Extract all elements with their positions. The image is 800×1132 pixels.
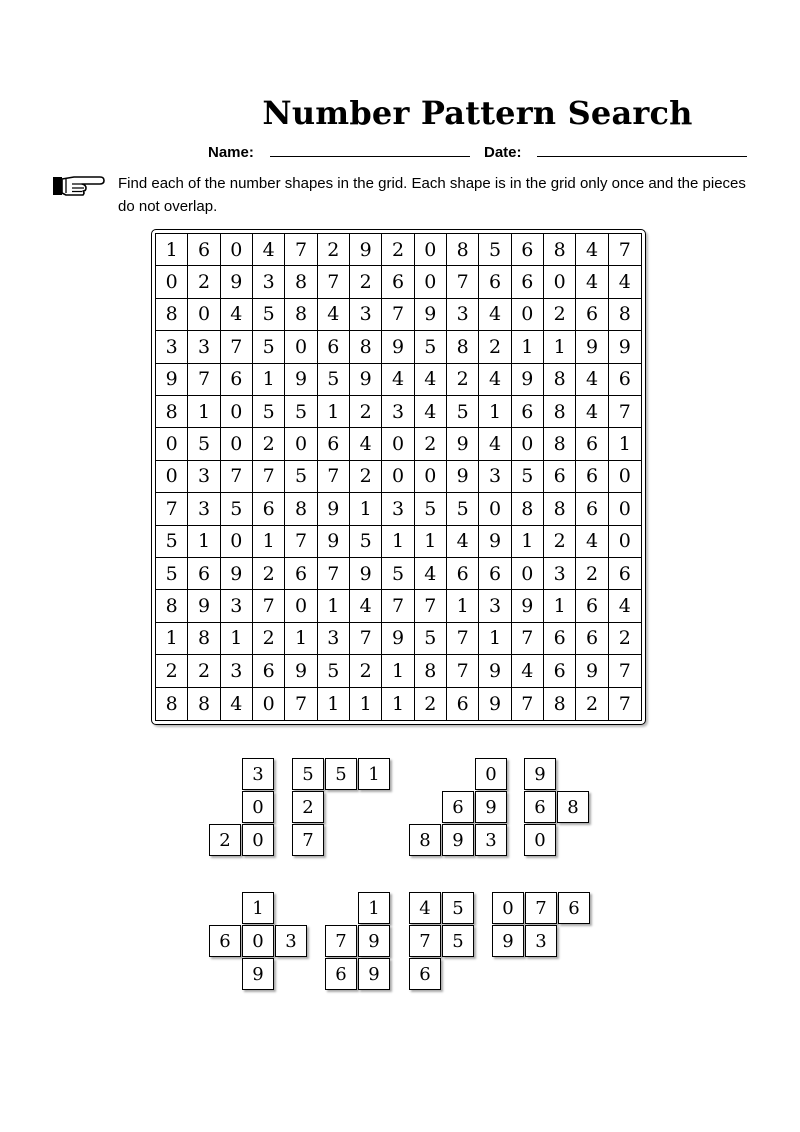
shape-6-cell: 9 bbox=[358, 958, 390, 990]
shape-1-cell: 3 bbox=[242, 758, 274, 790]
grid-cell[interactable]: 4 bbox=[350, 428, 382, 460]
grid-cell[interactable]: 6 bbox=[253, 655, 285, 687]
shape-4-cell: 8 bbox=[557, 791, 589, 823]
grid-cell[interactable]: 7 bbox=[156, 493, 188, 525]
grid-cell[interactable]: 8 bbox=[544, 493, 576, 525]
grid-cell[interactable]: 1 bbox=[188, 526, 220, 558]
grid-cell[interactable]: 1 bbox=[382, 526, 414, 558]
grid-cell[interactable]: 0 bbox=[382, 428, 414, 460]
grid-cell[interactable]: 7 bbox=[609, 234, 641, 266]
grid-cell[interactable]: 8 bbox=[188, 623, 220, 655]
grid-cell[interactable]: 7 bbox=[609, 396, 641, 428]
grid-cell[interactable]: 5 bbox=[285, 396, 317, 428]
grid-cell[interactable]: 7 bbox=[285, 526, 317, 558]
grid-cell[interactable]: 3 bbox=[318, 623, 350, 655]
grid-cell[interactable]: 9 bbox=[447, 428, 479, 460]
grid-cell[interactable]: 2 bbox=[447, 364, 479, 396]
grid-cell[interactable]: 0 bbox=[512, 558, 544, 590]
grid-cell[interactable]: 1 bbox=[415, 526, 447, 558]
grid-cell[interactable]: 3 bbox=[188, 461, 220, 493]
grid-cell[interactable]: 5 bbox=[253, 331, 285, 363]
shape-1-cell: 0 bbox=[242, 791, 274, 823]
shape-8-cell: 6 bbox=[558, 892, 590, 924]
grid-cell[interactable]: 9 bbox=[318, 526, 350, 558]
grid-cell[interactable]: 0 bbox=[285, 590, 317, 622]
grid-cell[interactable]: 9 bbox=[350, 364, 382, 396]
grid-cell[interactable]: 2 bbox=[156, 655, 188, 687]
grid-cell[interactable]: 9 bbox=[512, 364, 544, 396]
grid-cell[interactable]: 9 bbox=[576, 331, 608, 363]
grid-cell[interactable]: 2 bbox=[350, 655, 382, 687]
grid-cell[interactable]: 6 bbox=[512, 266, 544, 298]
grid-cell[interactable]: 3 bbox=[382, 493, 414, 525]
grid-cell[interactable]: 7 bbox=[609, 655, 641, 687]
grid-cell[interactable]: 0 bbox=[188, 299, 220, 331]
grid-cell[interactable]: 7 bbox=[447, 623, 479, 655]
shape-6-cell: 9 bbox=[358, 925, 390, 957]
grid-cell[interactable]: 2 bbox=[350, 461, 382, 493]
grid-cell[interactable]: 9 bbox=[221, 558, 253, 590]
grid-cell[interactable]: 8 bbox=[415, 655, 447, 687]
grid-cell[interactable]: 0 bbox=[512, 428, 544, 460]
shape-1-cell: 0 bbox=[242, 824, 274, 856]
grid-cell[interactable]: 7 bbox=[285, 688, 317, 720]
shape-3-cell: 6 bbox=[442, 791, 474, 823]
grid-cell[interactable]: 0 bbox=[382, 461, 414, 493]
grid-cell[interactable]: 1 bbox=[609, 428, 641, 460]
grid-cell[interactable]: 5 bbox=[479, 234, 511, 266]
shape-7-cell: 5 bbox=[442, 892, 474, 924]
grid-cell[interactable]: 9 bbox=[479, 526, 511, 558]
grid-cell[interactable]: 2 bbox=[350, 396, 382, 428]
number-grid-frame bbox=[151, 229, 646, 725]
grid-cell[interactable]: 3 bbox=[447, 299, 479, 331]
shape-8-cell: 0 bbox=[492, 892, 524, 924]
grid-cell[interactable]: 4 bbox=[415, 396, 447, 428]
grid-cell[interactable]: 4 bbox=[253, 234, 285, 266]
shape-4-cell: 9 bbox=[524, 758, 556, 790]
grid-cell[interactable]: 5 bbox=[253, 396, 285, 428]
grid-cell[interactable]: 7 bbox=[253, 461, 285, 493]
grid-cell[interactable]: 6 bbox=[544, 655, 576, 687]
grid-cell[interactable]: 6 bbox=[188, 234, 220, 266]
grid-cell[interactable]: 4 bbox=[576, 266, 608, 298]
shape-8-cell: 9 bbox=[492, 925, 524, 957]
grid-cell[interactable]: 2 bbox=[318, 234, 350, 266]
grid-cell[interactable]: 5 bbox=[512, 461, 544, 493]
grid-cell[interactable]: 1 bbox=[318, 688, 350, 720]
grid-cell[interactable]: 4 bbox=[447, 526, 479, 558]
grid-cell[interactable]: 1 bbox=[479, 623, 511, 655]
grid-cell[interactable]: 7 bbox=[415, 590, 447, 622]
grid-cell[interactable]: 6 bbox=[447, 688, 479, 720]
grid-cell[interactable]: 0 bbox=[609, 461, 641, 493]
grid-cell[interactable]: 6 bbox=[544, 623, 576, 655]
grid-cell[interactable]: 8 bbox=[188, 688, 220, 720]
shape-5-cell: 3 bbox=[275, 925, 307, 957]
grid-cell[interactable]: 6 bbox=[576, 428, 608, 460]
shape-2-cell: 1 bbox=[358, 758, 390, 790]
grid-cell[interactable]: 3 bbox=[350, 299, 382, 331]
grid-cell[interactable]: 0 bbox=[285, 331, 317, 363]
grid-cell[interactable]: 5 bbox=[156, 526, 188, 558]
grid-cell[interactable]: 2 bbox=[415, 428, 447, 460]
grid-cell[interactable]: 8 bbox=[156, 299, 188, 331]
grid-cell[interactable]: 1 bbox=[285, 623, 317, 655]
shape-7-cell: 6 bbox=[409, 958, 441, 990]
grid-cell[interactable]: 9 bbox=[479, 655, 511, 687]
shape-5-cell: 0 bbox=[242, 925, 274, 957]
grid-cell[interactable]: 6 bbox=[479, 558, 511, 590]
grid-cell[interactable]: 9 bbox=[350, 234, 382, 266]
shape-6-cell: 6 bbox=[325, 958, 357, 990]
shape-5-cell: 6 bbox=[209, 925, 241, 957]
grid-cell[interactable]: 9 bbox=[382, 623, 414, 655]
grid-cell[interactable]: 9 bbox=[156, 364, 188, 396]
grid-cell[interactable]: 8 bbox=[544, 688, 576, 720]
grid-cell[interactable]: 0 bbox=[156, 461, 188, 493]
grid-cell[interactable]: 4 bbox=[318, 299, 350, 331]
grid-cell[interactable]: 1 bbox=[350, 493, 382, 525]
grid-cell[interactable]: 9 bbox=[188, 590, 220, 622]
grid-cell[interactable]: 6 bbox=[221, 364, 253, 396]
grid-cell[interactable]: 9 bbox=[609, 331, 641, 363]
grid-cell[interactable]: 1 bbox=[447, 590, 479, 622]
grid-cell[interactable]: 7 bbox=[512, 688, 544, 720]
grid-cell[interactable]: 7 bbox=[618, 692, 631, 715]
grid-cell[interactable]: 9 bbox=[285, 364, 317, 396]
grid-cell[interactable]: 4 bbox=[221, 688, 253, 720]
shape-3-cell: 0 bbox=[475, 758, 507, 790]
grid-cell[interactable]: 1 bbox=[253, 364, 285, 396]
grid-cell[interactable]: 0 bbox=[415, 461, 447, 493]
grid-cell[interactable]: 4 bbox=[576, 526, 608, 558]
grid-cell[interactable]: 2 bbox=[188, 655, 220, 687]
grid-cell[interactable]: 2 bbox=[253, 428, 285, 460]
grid-cell[interactable]: 2 bbox=[188, 266, 220, 298]
grid-cell[interactable]: 5 bbox=[415, 493, 447, 525]
grid-cell[interactable]: 3 bbox=[221, 655, 253, 687]
grid-cell[interactable]: 1 bbox=[544, 331, 576, 363]
grid-cell[interactable]: 5 bbox=[285, 461, 317, 493]
grid-cell[interactable]: 3 bbox=[156, 331, 188, 363]
grid-cell[interactable]: 4 bbox=[576, 364, 608, 396]
instructions: Find each of the number shapes in the grid. Each shape is in the grid only once and the pieces do not overlap. bbox=[118, 175, 746, 215]
grid-cell[interactable]: 7 bbox=[188, 364, 220, 396]
grid-cell[interactable]: 8 bbox=[512, 493, 544, 525]
shape-6-cell: 1 bbox=[358, 892, 390, 924]
grid-cell[interactable]: 0 bbox=[285, 428, 317, 460]
grid-cell[interactable]: 2 bbox=[544, 526, 576, 558]
grid-cell[interactable]: 7 bbox=[382, 590, 414, 622]
page-title: Number Pattern Search bbox=[262, 94, 693, 132]
grid-cell[interactable]: 8 bbox=[544, 428, 576, 460]
grid-cell[interactable]: 6 bbox=[609, 364, 641, 396]
grid-cell[interactable]: 8 bbox=[285, 493, 317, 525]
grid-cell[interactable]: 6 bbox=[576, 461, 608, 493]
grid-cell[interactable]: 9 bbox=[479, 688, 511, 720]
grid-cell[interactable]: 7 bbox=[382, 299, 414, 331]
shape-4-cell: 0 bbox=[524, 824, 556, 856]
grid-cell[interactable]: 4 bbox=[576, 234, 608, 266]
grid-cell[interactable]: 2 bbox=[609, 623, 641, 655]
grid-cell[interactable]: 4 bbox=[609, 590, 641, 622]
grid-cell[interactable]: 2 bbox=[350, 266, 382, 298]
grid-cell[interactable]: 9 bbox=[350, 558, 382, 590]
grid-cell[interactable]: 6 bbox=[318, 428, 350, 460]
grid-cell[interactable]: 1 bbox=[156, 623, 188, 655]
grid-cell[interactable]: 1 bbox=[318, 590, 350, 622]
grid-cell[interactable]: 1 bbox=[253, 526, 285, 558]
grid-cell[interactable]: 9 bbox=[447, 461, 479, 493]
grid-cell[interactable]: 0 bbox=[253, 688, 285, 720]
grid-cell[interactable]: 7 bbox=[447, 655, 479, 687]
grid-cell[interactable]: 6 bbox=[544, 461, 576, 493]
grid-cell[interactable]: 0 bbox=[221, 428, 253, 460]
grid-cell[interactable]: 5 bbox=[188, 428, 220, 460]
grid-cell[interactable]: 1 bbox=[221, 623, 253, 655]
grid-cell[interactable]: 4 bbox=[415, 364, 447, 396]
grid-cell[interactable]: 3 bbox=[479, 461, 511, 493]
grid-cell[interactable]: 7 bbox=[253, 590, 285, 622]
shape-3-cell: 9 bbox=[475, 791, 507, 823]
grid-cell[interactable]: 5 bbox=[447, 396, 479, 428]
grid-cell[interactable]: 4 bbox=[479, 364, 511, 396]
grid-cell[interactable]: 3 bbox=[188, 331, 220, 363]
grid-cell[interactable]: 8 bbox=[156, 590, 188, 622]
grid-cell[interactable]: 3 bbox=[544, 558, 576, 590]
shape-7-cell: 5 bbox=[442, 925, 474, 957]
pointing-hand-icon bbox=[52, 172, 106, 198]
grid-cell[interactable]: 1 bbox=[156, 234, 188, 266]
grid-cell[interactable]: 9 bbox=[415, 299, 447, 331]
shape-2-cell: 5 bbox=[325, 758, 357, 790]
grid-cell[interactable]: 1 bbox=[544, 590, 576, 622]
grid-cell[interactable]: 8 bbox=[285, 266, 317, 298]
grid-cell[interactable]: 7 bbox=[285, 234, 317, 266]
grid-cell[interactable]: 4 bbox=[479, 428, 511, 460]
grid-cell[interactable]: 6 bbox=[512, 234, 544, 266]
grid-cell[interactable]: 6 bbox=[253, 493, 285, 525]
shape-4-cell: 6 bbox=[524, 791, 556, 823]
shape-3-cell: 9 bbox=[442, 824, 474, 856]
grid-cell[interactable]: 3 bbox=[253, 266, 285, 298]
grid-cell[interactable]: 0 bbox=[221, 526, 253, 558]
grid-cell[interactable]: 2 bbox=[544, 299, 576, 331]
shape-8-cell: 3 bbox=[525, 925, 557, 957]
grid-cell[interactable]: 0 bbox=[479, 493, 511, 525]
shape-2-cell: 7 bbox=[292, 824, 324, 856]
shape-5-cell: 1 bbox=[242, 892, 274, 924]
grid-cell[interactable]: 4 bbox=[576, 396, 608, 428]
grid-cell[interactable]: 0 bbox=[156, 428, 188, 460]
grid-cell[interactable]: 0 bbox=[415, 266, 447, 298]
grid-cell[interactable]: 5 bbox=[415, 623, 447, 655]
name-field[interactable] bbox=[270, 156, 470, 157]
grid-cell[interactable]: 2 bbox=[382, 234, 414, 266]
grid-cell[interactable]: 8 bbox=[350, 331, 382, 363]
grid-cell[interactable]: 6 bbox=[576, 493, 608, 525]
grid-cell[interactable]: 4 bbox=[512, 655, 544, 687]
grid-cell[interactable]: 2 bbox=[253, 558, 285, 590]
grid-cell[interactable]: 6 bbox=[318, 331, 350, 363]
grid-cell[interactable]: 9 bbox=[576, 655, 608, 687]
shape-3-cell: 3 bbox=[475, 824, 507, 856]
date-label: Date: bbox=[484, 144, 522, 161]
grid-cell[interactable]: 9 bbox=[221, 266, 253, 298]
grid-cell[interactable]: 0 bbox=[512, 299, 544, 331]
grid-cell[interactable]: 3 bbox=[221, 590, 253, 622]
shape-3-cell: 8 bbox=[409, 824, 441, 856]
grid-cell[interactable]: 8 bbox=[285, 299, 317, 331]
shape-1-cell: 2 bbox=[209, 824, 241, 856]
grid-cell[interactable]: 8 bbox=[447, 331, 479, 363]
grid-cell[interactable]: 9 bbox=[285, 655, 317, 687]
grid-cell[interactable]: 5 bbox=[221, 493, 253, 525]
grid-cell[interactable]: 9 bbox=[318, 493, 350, 525]
grid-cell[interactable]: 3 bbox=[479, 590, 511, 622]
date-field[interactable] bbox=[537, 156, 747, 157]
grid-cell[interactable]: 7 bbox=[512, 623, 544, 655]
grid-cell[interactable]: 5 bbox=[415, 331, 447, 363]
grid-cell[interactable]: 5 bbox=[318, 655, 350, 687]
grid-cell[interactable]: 2 bbox=[415, 688, 447, 720]
grid-cell[interactable]: 4 bbox=[350, 590, 382, 622]
shape-6-cell: 7 bbox=[325, 925, 357, 957]
grid-cell[interactable]: 5 bbox=[156, 558, 188, 590]
grid-cell[interactable]: 8 bbox=[156, 396, 188, 428]
grid-cell[interactable]: 5 bbox=[253, 299, 285, 331]
grid-cell[interactable]: 5 bbox=[350, 526, 382, 558]
grid-cell[interactable]: 9 bbox=[382, 331, 414, 363]
grid-cell[interactable]: 8 bbox=[447, 234, 479, 266]
number-grid bbox=[155, 233, 642, 721]
grid-cell[interactable]: 8 bbox=[544, 234, 576, 266]
grid-cell[interactable]: 9 bbox=[512, 590, 544, 622]
grid-cell[interactable]: 0 bbox=[544, 266, 576, 298]
grid-cell[interactable]: 7 bbox=[447, 266, 479, 298]
grid-cell[interactable]: 4 bbox=[479, 299, 511, 331]
shape-5-cell: 9 bbox=[242, 958, 274, 990]
grid-cell[interactable]: 1 bbox=[382, 688, 414, 720]
grid-cell[interactable]: 1 bbox=[188, 396, 220, 428]
grid-cell[interactable]: 0 bbox=[221, 234, 253, 266]
grid-cell[interactable]: 1 bbox=[512, 526, 544, 558]
grid-cell[interactable]: 0 bbox=[609, 493, 641, 525]
grid-cell[interactable]: 8 bbox=[544, 364, 576, 396]
grid-cell[interactable]: 5 bbox=[382, 558, 414, 590]
grid-cell[interactable]: 0 bbox=[609, 526, 641, 558]
grid-cell[interactable]: 6 bbox=[382, 266, 414, 298]
grid-cell[interactable]: 5 bbox=[447, 493, 479, 525]
grid-cell[interactable]: 2 bbox=[576, 558, 608, 590]
shape-8-cell: 7 bbox=[525, 892, 557, 924]
grid-cell[interactable]: 6 bbox=[512, 396, 544, 428]
shape-2-cell: 5 bbox=[292, 758, 324, 790]
shape-7-cell: 4 bbox=[409, 892, 441, 924]
grid-cell[interactable]: 6 bbox=[285, 558, 317, 590]
grid-cell[interactable]: 2 bbox=[576, 688, 608, 720]
grid-cell[interactable]: 3 bbox=[382, 396, 414, 428]
grid-cell[interactable]: 7 bbox=[318, 558, 350, 590]
grid-cell[interactable]: 6 bbox=[188, 558, 220, 590]
grid-cell[interactable]: 6 bbox=[609, 558, 641, 590]
grid-cell[interactable]: 6 bbox=[576, 590, 608, 622]
grid-cell[interactable]: 7 bbox=[350, 623, 382, 655]
grid-cell[interactable]: 2 bbox=[253, 623, 285, 655]
grid-cell[interactable]: 6 bbox=[479, 266, 511, 298]
grid-cell[interactable]: 6 bbox=[576, 623, 608, 655]
grid-cell[interactable]: 5 bbox=[318, 364, 350, 396]
shape-7-cell: 7 bbox=[409, 925, 441, 957]
grid-cell[interactable]: 1 bbox=[479, 396, 511, 428]
grid-cell[interactable]: 4 bbox=[609, 266, 641, 298]
grid-cell[interactable]: 4 bbox=[415, 558, 447, 590]
shape-2-cell: 2 bbox=[292, 791, 324, 823]
grid-cell[interactable]: 0 bbox=[221, 396, 253, 428]
grid-cell[interactable]: 7 bbox=[221, 331, 253, 363]
grid-cell[interactable]: 1 bbox=[512, 331, 544, 363]
grid-cell[interactable]: 7 bbox=[318, 461, 350, 493]
grid-cell[interactable]: 6 bbox=[447, 558, 479, 590]
grid-cell[interactable]: 2 bbox=[479, 331, 511, 363]
grid-cell[interactable]: 0 bbox=[156, 266, 188, 298]
grid-cell[interactable]: 6 bbox=[576, 299, 608, 331]
grid-cell[interactable]: 4 bbox=[382, 364, 414, 396]
grid-cell[interactable]: 7 bbox=[318, 266, 350, 298]
grid-cell[interactable]: 3 bbox=[188, 493, 220, 525]
grid-cell[interactable]: 7 bbox=[221, 461, 253, 493]
grid-cell[interactable]: 1 bbox=[350, 688, 382, 720]
name-label: Name: bbox=[208, 144, 254, 161]
grid-cell[interactable]: 8 bbox=[544, 396, 576, 428]
grid-cell[interactable]: 8 bbox=[609, 299, 641, 331]
grid-cell[interactable]: 4 bbox=[221, 299, 253, 331]
grid-cell[interactable]: 1 bbox=[382, 655, 414, 687]
grid-cell[interactable]: 0 bbox=[415, 234, 447, 266]
grid-cell[interactable]: 8 bbox=[156, 688, 188, 720]
grid-cell[interactable]: 1 bbox=[318, 396, 350, 428]
